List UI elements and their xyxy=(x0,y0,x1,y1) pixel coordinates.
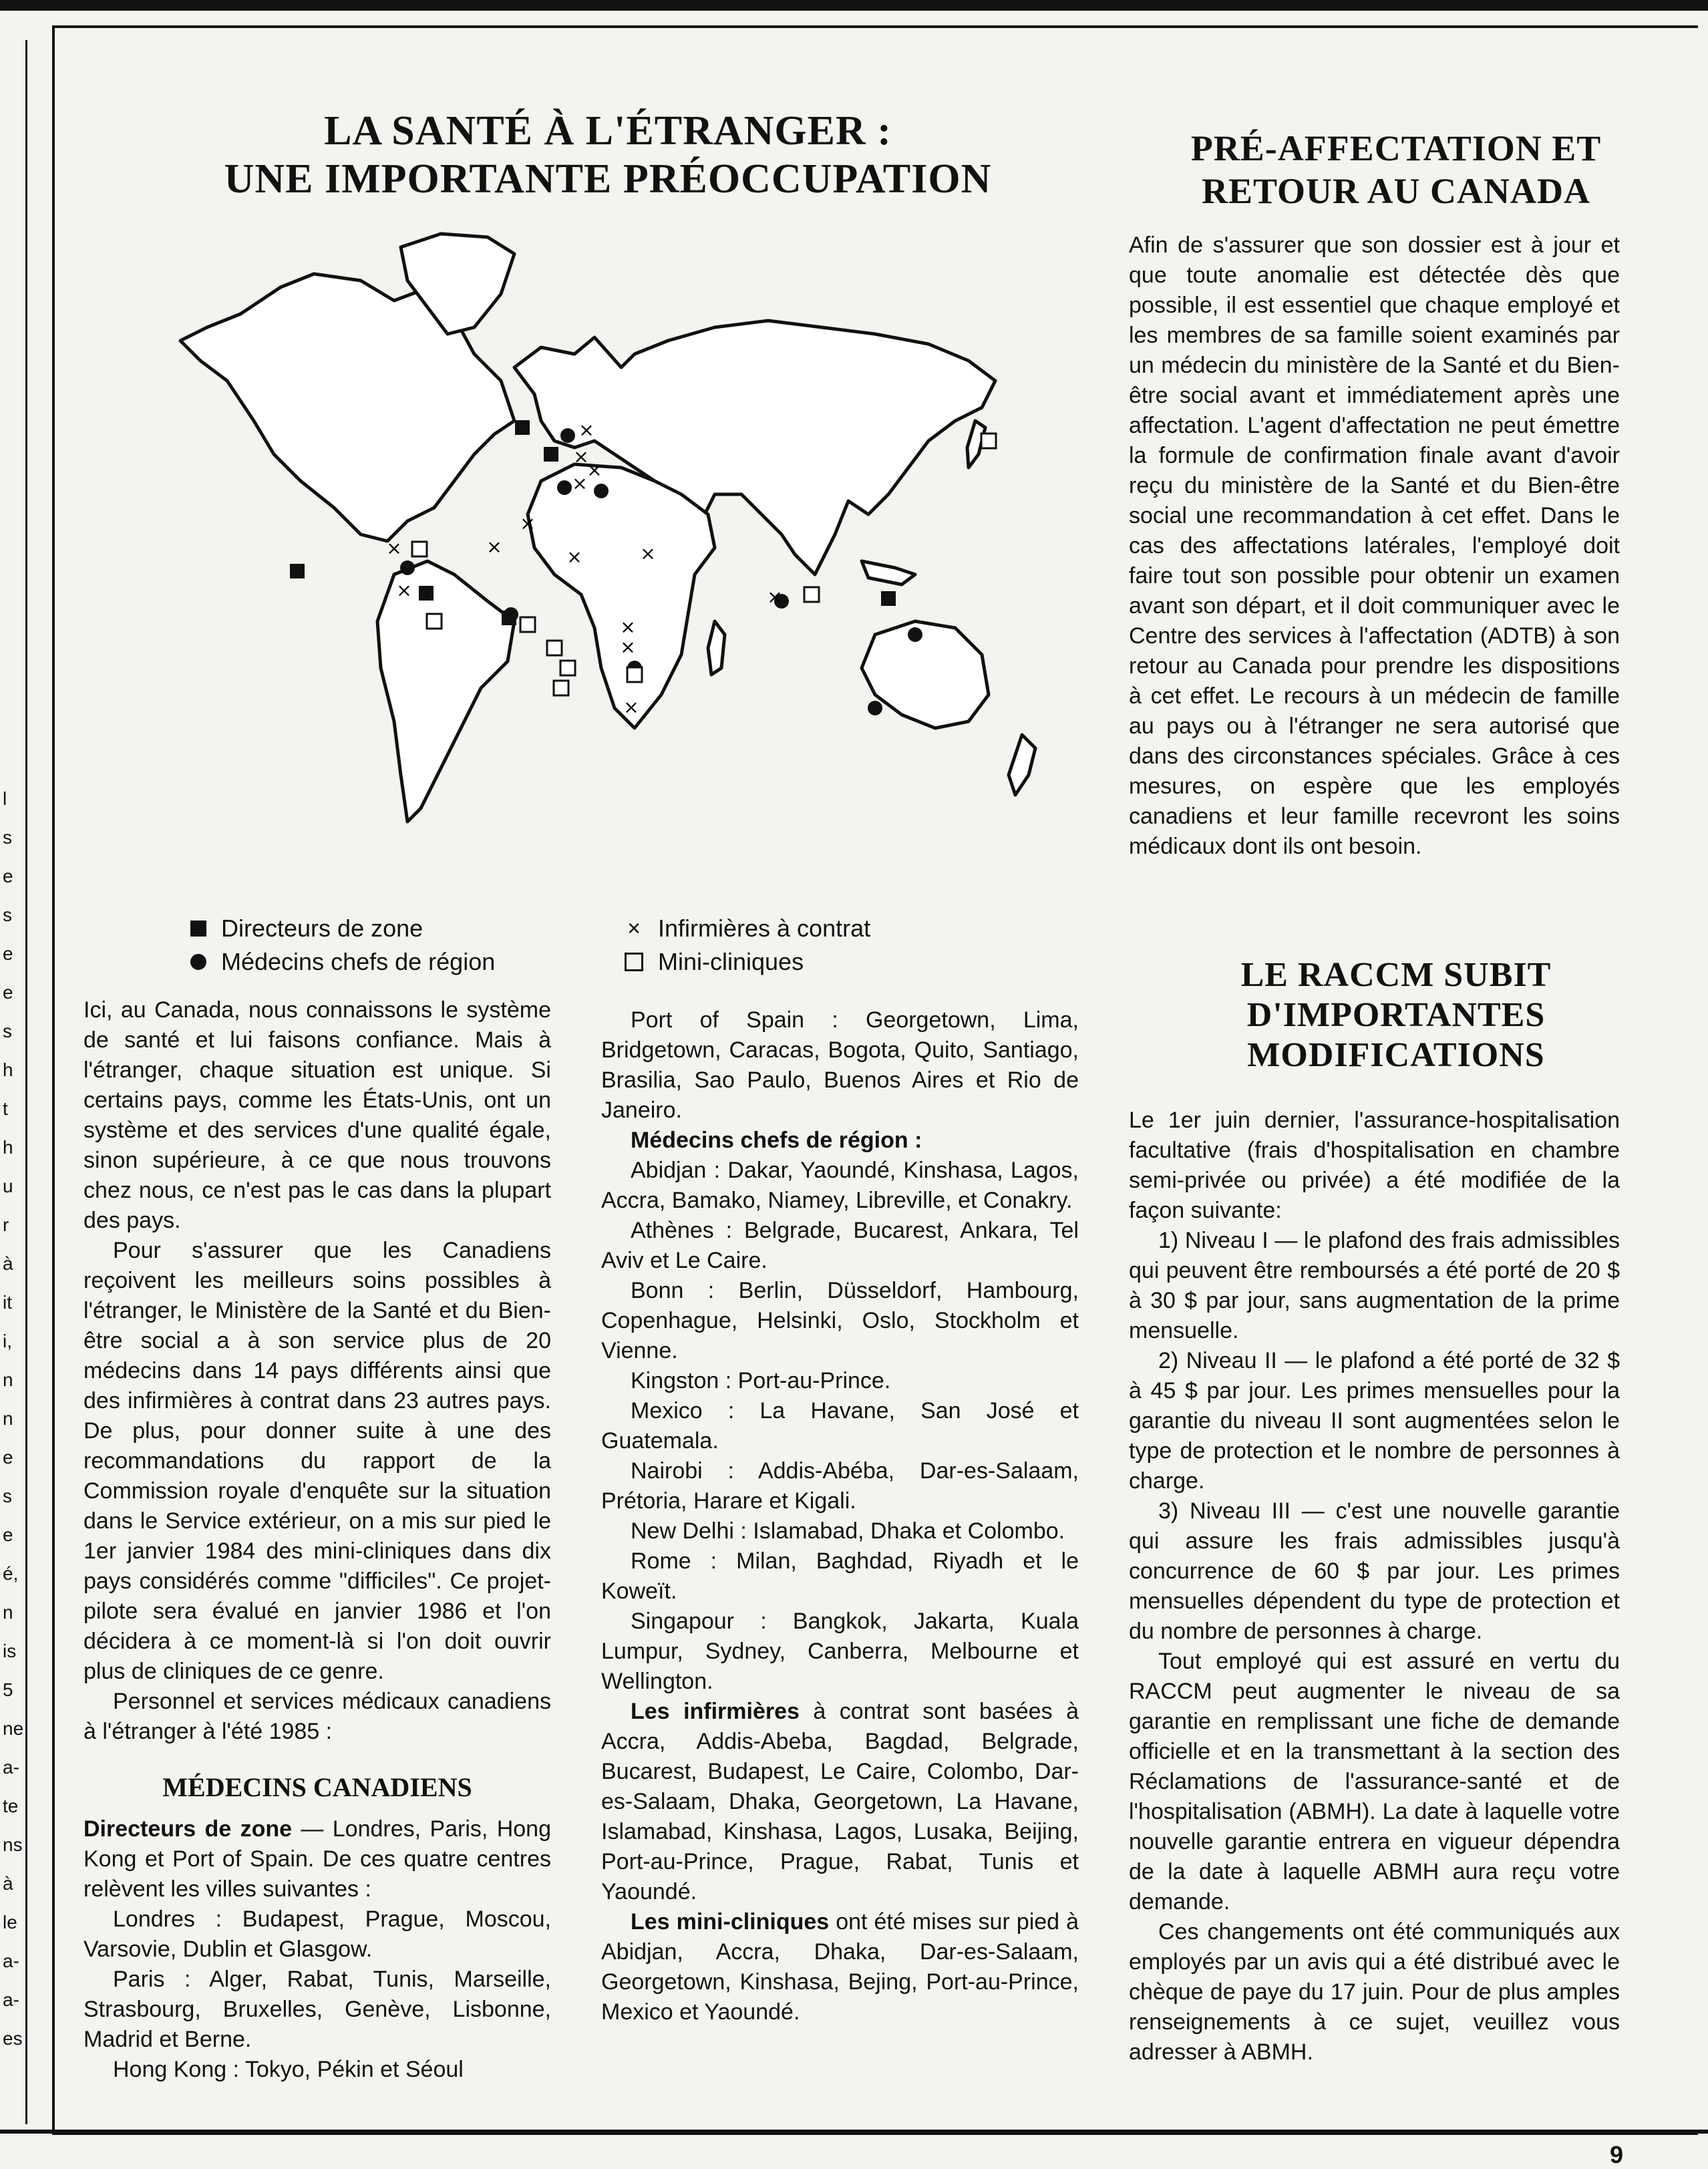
lead-in: Les infirmières xyxy=(631,1699,800,1724)
zone-director-marker xyxy=(419,586,434,601)
contract-nurse-marker: × xyxy=(486,536,502,558)
paragraph: Port of Spain : Georgetown, Lima, Bridgetown, Caracas, Bogota, Quito, Santiago, Brasilia, Sao Paulo, Buenos Aires et Rio de Janeiro. xyxy=(601,1007,1079,1123)
landmass-new-zealand xyxy=(1009,735,1035,795)
contract-nurse-marker: × xyxy=(386,537,402,559)
legend-item-regional-doctors: Médecins chefs de région xyxy=(190,945,495,979)
paragraph: Afin de s'assurer que son dossier est à jour et que toute anomalie est détectée dès que possible, il est essentiel que chaque employé et les membres de sa famille soient examinés par un médecin du ministère de la Santé et du Bien-être social avant et immédiatement après une affectation. L'agent d'affectation ne peut émettre la formule de confirmation finale avant d'avoir reçu du ministère de la Santé et du Bien-être social une recommandation à cet effet. Dans le cas des affectations latérales, l'employé doit faire tout son possible pour obtenir un examen avant son départ, et il doit communiquer avec le Centre des services à l'affectation (ADTB) à son retour au Canada pour prendre les dispositions à cet effet. Le recours à un médecin de famille au pays ou à l'étranger ne sera autorisé que dans des circonstances spéciales. Grâce à ces mesures, on espère que les employés canadiens et leur famille recevront les soins médicaux dont ils ont besoin. xyxy=(1129,232,1620,859)
contract-nurse-marker: × xyxy=(620,616,636,638)
bottom-rule xyxy=(0,2130,1708,2134)
adjacent-page-fragment: e xyxy=(3,982,13,1003)
paragraph: New Delhi : Islamabad, Dhaka et Colombo. xyxy=(631,1518,1065,1544)
adjacent-page-fragment: n xyxy=(3,1602,13,1623)
world-map xyxy=(140,200,1102,902)
lead-in: Médecins chefs de région : xyxy=(631,1128,922,1153)
adjacent-page-fragment: t xyxy=(3,1098,8,1119)
contract-nurse-marker: × xyxy=(578,419,594,441)
contract-nurse-marker: × xyxy=(566,546,582,568)
legend-item-contract-nurses: × Infirmières à contrat xyxy=(625,912,870,945)
adjacent-page-fragment: it xyxy=(3,1292,12,1313)
adjacent-page-fragment: a- xyxy=(3,1757,19,1778)
main-headline-line1: LA SANTÉ À L'ÉTRANGER : xyxy=(324,108,892,154)
mini-clinic-marker xyxy=(427,614,442,629)
adjacent-page-fragment: à xyxy=(3,1873,13,1894)
zone-director-marker xyxy=(290,564,305,578)
mini-clinic-marker xyxy=(627,667,642,682)
contract-nurse-marker: × xyxy=(572,472,588,494)
article-column-1 xyxy=(83,995,551,2085)
mini-clinic-marker xyxy=(560,661,575,675)
zone-director-marker xyxy=(515,420,530,435)
adjacent-page-fragment: e xyxy=(3,866,13,886)
legend-item-mini-clinics: Mini-cliniques xyxy=(625,945,870,979)
lead-in: Les mini-cliniques xyxy=(631,1909,830,1935)
adjacent-page-fragment: l xyxy=(3,788,7,809)
mini-clinic-marker xyxy=(520,617,535,632)
regional-doctor-marker xyxy=(908,627,922,642)
adjacent-page-fragment: s xyxy=(3,827,12,848)
paragraph: 3) Niveau III — c'est une nouvelle garantie qui assure les frais admissibles jusqu'à concurrence de 60 $ par jour. Les primes mensuelles dépendent du type de protection et du nombre de personnes à charge. xyxy=(1129,1498,1620,1644)
zone-director-marker xyxy=(544,447,558,462)
raccm-headline: LE RACCM SUBIT D'IMPORTANTES MODIFICATIONS xyxy=(1240,956,1552,1074)
paragraph: Pour s'assurer que les Canadiens reçoivent les meilleurs soins possibles à l'étranger, le Ministère de la Santé et du Bien-être social a à son service plus de 20 médecins dans 14 pays différents ainsi que des infirmières à contrat dans 23 autres pays. De plus, pour donner suite à une des recommandations du rapport de la Commission royale d'enquête sur la situation dans le Service extérieur, on a mis sur pied le 1er janvier 1984 des mini-cliniques dans dix pays considérés comme "difficiles". Ce projet-pilote sera évalué en janvier 1986 et l'on décidera à ce moment-là si l'on doit ouvrir plus de cliniques de ce genre. xyxy=(83,1238,551,1684)
paragraph: Hong Kong : Tokyo, Pékin et Séoul xyxy=(113,2057,464,2082)
contract-nurse-marker: × xyxy=(396,579,412,601)
paragraph: Rome : Milan, Baghdad, Riyadh et le Koweït. xyxy=(601,1548,1079,1604)
main-headline-line2: UNE IMPORTANTE PRÉOCCUPATION xyxy=(224,156,992,202)
lead-in: Directeurs de zone xyxy=(83,1816,293,1842)
paragraph: Ces changements ont été communiqués aux employés par un avis qui a été distribué avec le chèque de paye du 17 juin. Pour de plus amples renseignements à ce sujet, veuillez vous adresser à ABMH. xyxy=(1129,1919,1620,2065)
paragraph: Les infirmières à contrat sont basées à Accra, Addis-Abeba, Bagdad, Belgrade, Bucarest, Budapest, Le Caire, Colombo, Dar-es-Salaam, Dhaka, Georgetown, La Havane, Islamabad, Kinshasa, Lagos, Lusaka, Beijing, Port-au-Prince, Prague, Rabat, Tunis et Yaoundé. xyxy=(601,1699,1079,1904)
paragraph: Abidjan : Dakar, Yaoundé, Kinshasa, Lagos, Accra, Bamako, Niamey, Libreville, et Conakry. xyxy=(601,1158,1079,1213)
adjacent-page-fragment: 5 xyxy=(3,1679,13,1700)
open-square-icon xyxy=(625,953,643,971)
map-legend-right xyxy=(625,912,870,979)
paragraph: Le 1er juin dernier, l'assurance-hospitalisation facultative (frais d'hospitalisation en chambre semi-privée ou privée) a été modifiée de la façon suivante: xyxy=(1129,1108,1620,1223)
mini-clinic-marker xyxy=(804,587,819,602)
mini-clinic-marker xyxy=(547,641,562,655)
cross-icon: × xyxy=(627,916,641,941)
legend-item-zone-directors: Directeurs de zone xyxy=(190,912,495,945)
paragraph: Kingston : Port-au-Prince. xyxy=(631,1368,891,1393)
regional-doctor-marker xyxy=(560,428,575,443)
mini-clinic-marker xyxy=(554,681,568,695)
paragraph: Ici, au Canada, nous connaissons le système de santé et lui faisons confiance. Mais à l'étranger, chaque situation est unique. Si certains pays, comme les États-Unis, ont un système et des services d'une qualité égale, sinon supérieure, à ce que nous trouvons chez nous, ce n'est pas le cas dans la plupart des pays. xyxy=(83,997,551,1233)
landmass-indonesia xyxy=(862,561,915,585)
filled-square-icon xyxy=(190,921,206,937)
adjacent-page-fragment: is xyxy=(3,1641,17,1661)
pre-affectation-body xyxy=(1129,230,1620,862)
contract-nurse-marker: × xyxy=(640,542,656,564)
zone-director-marker xyxy=(881,591,896,606)
adjacent-page-fragment: à xyxy=(3,1253,13,1274)
adjacent-page-fragment: s xyxy=(3,904,12,925)
paragraph: Personnel et services médicaux canadiens à l'étranger à l'été 1985 : xyxy=(83,1689,551,1744)
paragraph: Athènes : Belgrade, Bucarest, Ankara, Tel Aviv et Le Caire. xyxy=(601,1218,1079,1273)
contract-nurse-marker: × xyxy=(623,696,639,718)
mini-clinic-marker xyxy=(412,542,427,556)
paragraph: Les mini-cliniques ont été mises sur pied à Abidjan, Accra, Dhaka, Dar-es-Salaam, Georgetown, Kinshasa, Bejing, Port-au-Prince, Mexico et Yaoundé. xyxy=(601,1909,1079,2025)
contract-nurse-marker: × xyxy=(767,586,783,608)
paragraph: Paris : Alger, Rabat, Tunis, Marseille, Strasbourg, Bruxelles, Genève, Lisbonne, Madrid et Berne. xyxy=(83,1967,551,2052)
adjacent-page-fragment: s xyxy=(3,1486,12,1506)
adjacent-page-fragment: h xyxy=(3,1137,13,1158)
paragraph: Londres : Budapest, Prague, Moscou, Varsovie, Dublin et Glasgow. xyxy=(83,1906,551,1962)
adjacent-page-fragment: n xyxy=(3,1369,13,1390)
adjacent-page-fragment: u xyxy=(3,1176,13,1196)
mini-clinic-marker xyxy=(981,434,996,448)
pre-affectation-headline: PRÉ-AFFECTATION ET RETOUR AU CANADA xyxy=(1190,128,1602,211)
adjacent-page-fragment: i, xyxy=(3,1331,12,1351)
adjacent-page-fragment: s xyxy=(3,1021,12,1041)
adjacent-page-fragment: r xyxy=(3,1214,9,1235)
main-headline xyxy=(107,107,1109,203)
scan-top-edge xyxy=(0,0,1708,11)
adjacent-page-fragment: a- xyxy=(3,1951,19,1971)
adjacent-page-fragment: n xyxy=(3,1408,13,1429)
adjacent-page-fragment: e xyxy=(3,1447,13,1468)
map-legend-left xyxy=(190,912,495,979)
regional-doctor-marker xyxy=(594,484,609,498)
landmass-madagascar xyxy=(708,621,725,675)
adjacent-page-strip xyxy=(0,40,27,2124)
adjacent-page-fragment: te xyxy=(3,1796,19,1816)
contract-nurse-marker: × xyxy=(586,459,603,481)
paragraph: Mexico : La Havane, San José et Guatemala. xyxy=(601,1398,1079,1454)
contract-nurse-marker: × xyxy=(573,446,589,468)
contract-nurse-marker: × xyxy=(520,512,536,534)
adjacent-page-fragment: ns xyxy=(3,1834,23,1855)
regional-doctor-marker xyxy=(868,701,882,715)
adjacent-page-fragment: ne xyxy=(3,1718,24,1739)
adjacent-page-fragment: le xyxy=(3,1912,17,1933)
paragraph: Tout employé qui est assuré en vertu du RACCM peut augmenter le niveau de sa garantie en remplissant une fiche de demande officielle et en la transmettant à la section des Réclamations de l'assurance-santé et de l'hospitalisation (ABMH). La date à laquelle votre nouvelle garantie entrera en vigueur dépendra de la date à laquelle ABMH aura reçu votre demande. xyxy=(1129,1649,1620,1914)
adjacent-page-fragment: a- xyxy=(3,1989,19,2010)
paragraph: 1) Niveau I — le plafond des frais admissibles qui peuvent être remboursés a été porté de 20 $ à 30 $ par jour, sans augmentation de la prime mensuelle. xyxy=(1129,1228,1620,1343)
adjacent-page-fragment: e xyxy=(3,943,13,964)
paragraph xyxy=(601,1126,1079,1156)
adjacent-page-fragment: e xyxy=(3,1524,13,1545)
adjacent-page-fragment: h xyxy=(3,1059,13,1080)
article-column-2 xyxy=(601,1005,1079,2027)
regional-doctor-marker xyxy=(504,607,518,622)
paragraph: Bonn : Berlin, Düsseldorf, Hambourg, Copenhague, Helsinki, Oslo, Stockholm et Vienne. xyxy=(601,1278,1079,1363)
raccm-body xyxy=(1129,1106,1620,2067)
filled-circle-icon xyxy=(190,954,206,970)
adjacent-page-fragment: é, xyxy=(3,1563,19,1584)
paragraph: 2) Niveau II — le plafond a été porté de 32 $ à 45 $ par jour. Les primes mensuelles pour la garantie du niveau II sont augmentées selon le type de protection et le nombre de personnes à charge. xyxy=(1129,1348,1620,1494)
contract-nurse-marker: × xyxy=(620,636,636,658)
paragraph: Singapour : Bangkok, Jakarta, Kuala Lumpur, Sydney, Canberra, Melbourne et Wellington. xyxy=(601,1609,1079,1694)
paragraph: Directeurs de zone — Londres, Paris, Hong Kong et Port of Spain. De ces quatre centres relèvent les villes suivantes : xyxy=(83,1816,551,1902)
paragraph: Nairobi : Addis-Abéba, Dar-es-Salaam, Prétoria, Harare et Kigali. xyxy=(601,1458,1079,1514)
regional-doctor-marker xyxy=(557,480,572,495)
adjacent-page-fragment: es xyxy=(3,2028,23,2049)
section-subheading: MÉDECINS CANADIENS xyxy=(162,1772,472,1802)
page-number: 9 xyxy=(1610,2141,1624,2168)
regional-doctor-marker xyxy=(400,560,415,575)
